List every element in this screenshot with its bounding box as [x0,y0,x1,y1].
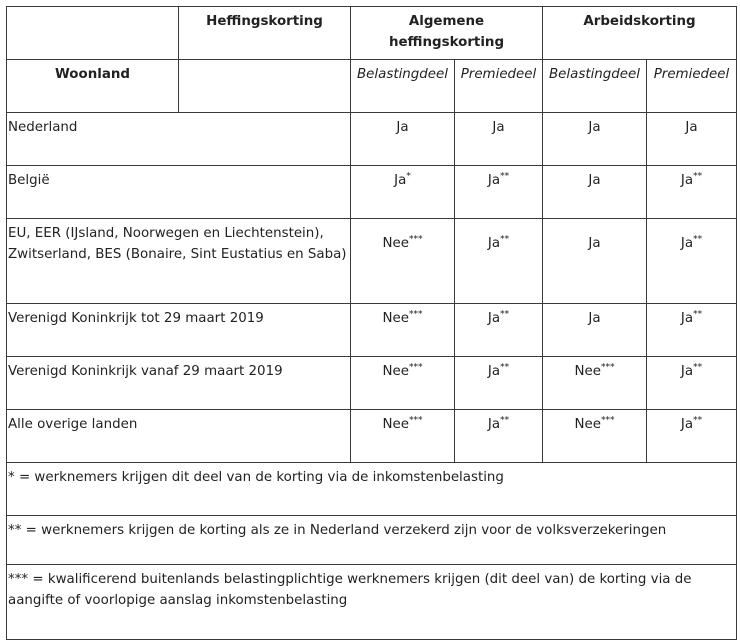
country-cell: EU, EER (IJsland, Noorwegen en Liechtenstein), Zwitserland, BES (Bonaire, Sint Eustatius en Saba) [7,219,351,304]
value-cell: Nee*** [351,219,455,304]
country-cell: Alle overige landen [7,410,351,463]
value-cell: Ja [543,219,647,304]
header-woonland: Woonland [7,60,179,113]
value-cell: Ja** [455,357,543,410]
table-row [7,113,737,166]
country-cell: Verenigd Koninkrijk vanaf 29 maart 2019 [7,357,351,410]
value-cell: Ja* [351,166,455,219]
value-cell: Ja [543,113,647,166]
subheader-belastingdeel-1: Belastingdeel [351,60,455,113]
value-cell: Ja** [647,166,737,219]
tax-credit-table [6,6,737,640]
country-cell: Verenigd Koninkrijk tot 29 maart 2019 [7,304,351,357]
value-cell: Nee*** [351,357,455,410]
table-row [7,166,737,219]
value-cell: Ja** [455,219,543,304]
header-row-2 [7,60,737,113]
footnote-row [7,463,737,516]
empty-header-cell [179,60,351,113]
value-cell: Ja** [647,410,737,463]
value-cell: Ja** [647,304,737,357]
country-cell: Nederland [7,113,351,166]
value-cell: Nee*** [543,357,647,410]
header-arbeidskorting: Arbeidskorting [543,7,737,60]
table-row [7,219,737,304]
subheader-premiedeel-1: Premiedeel [455,60,543,113]
header-row-1 [7,7,737,60]
header-algemene-heffingskorting: Algemene heffingskorting [351,7,543,60]
corner-cell [7,7,179,60]
value-cell: Nee*** [351,410,455,463]
subheader-premiedeel-2: Premiedeel [647,60,737,113]
value-cell: Ja [351,113,455,166]
value-cell: Nee*** [543,410,647,463]
table-row [7,410,737,463]
subheader-belastingdeel-2: Belastingdeel [543,60,647,113]
footnote-double-star: ** = werknemers krijgen de korting als ze in Nederland verzekerd zijn voor de volksverzekeringen [7,516,737,565]
value-cell: Ja [647,113,737,166]
value-cell: Ja [543,304,647,357]
value-cell: Ja** [455,166,543,219]
value-cell: Ja [543,166,647,219]
footnote-triple-star: *** = kwalificerend buitenlands belastingplichtige werknemers krijgen (dit deel van) de korting via de aangifte of voorlopige aanslag inkomstenbelasting [7,565,737,640]
value-cell: Ja** [455,304,543,357]
value-cell: Nee*** [351,304,455,357]
table-row [7,304,737,357]
footnote-row [7,516,737,565]
footnote-row [7,565,737,640]
country-cell: België [7,166,351,219]
value-cell: Ja** [647,219,737,304]
footnote-single-star: * = werknemers krijgen dit deel van de korting via de inkomstenbelasting [7,463,737,516]
value-cell: Ja [455,113,543,166]
value-cell: Ja** [647,357,737,410]
table-row [7,357,737,410]
value-cell: Ja** [455,410,543,463]
header-heffingskorting: Heffingskorting [179,7,351,60]
